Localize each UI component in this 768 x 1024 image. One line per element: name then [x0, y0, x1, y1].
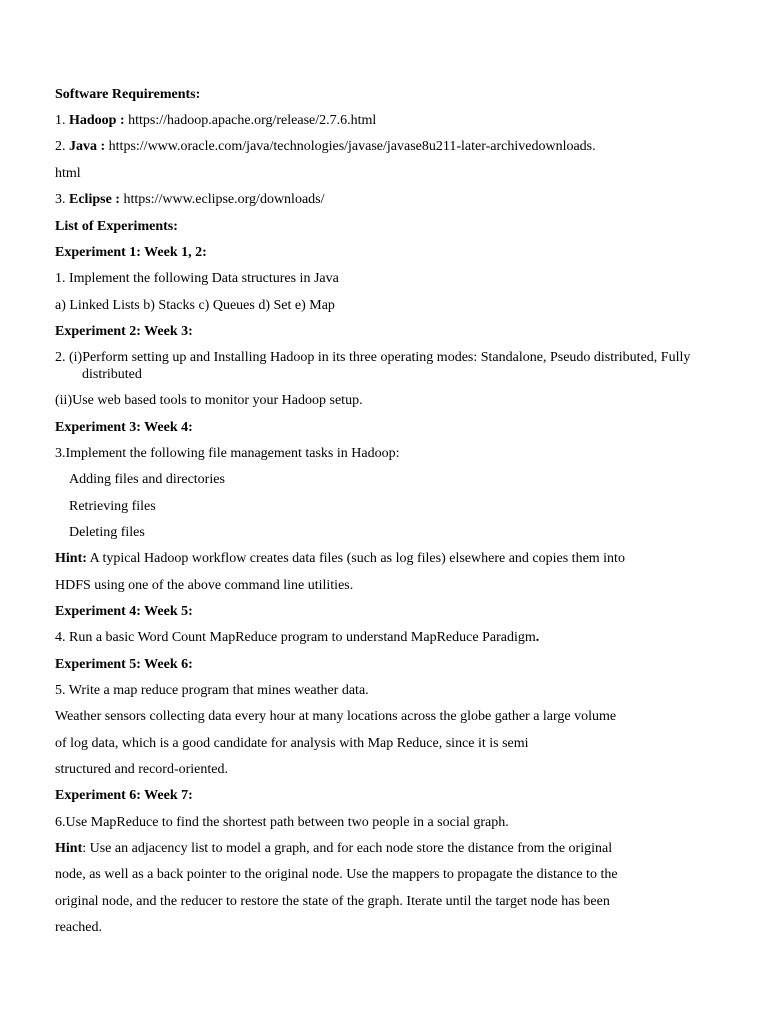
experiment-2-line-continuation: distributed: [82, 367, 142, 382]
experiment-3-task: Deleting files: [69, 525, 145, 540]
experiment-3-task: Retrieving files: [69, 499, 156, 514]
software-item-java: [55, 138, 596, 155]
experiment-5-line: 5. Write a map reduce program that mines weather data.: [55, 683, 369, 698]
experiment-3-task: Adding files and directories: [69, 472, 225, 487]
experiment-1-heading: Experiment 1: Week 1, 2:: [55, 245, 207, 260]
experiment-2-heading: Experiment 2: Week 3:: [55, 324, 193, 339]
experiment-5-line: of log data, which is a good candidate for analysis with Map Reduce, since it is semi: [55, 736, 529, 751]
software-requirements-heading: Software Requirements:: [55, 87, 201, 102]
experiment-3-line: 3.Implement the following file management tasks in Hadoop:: [55, 446, 400, 461]
experiment-6-line: 6.Use MapReduce to find the shortest path between two people in a social graph.: [55, 815, 509, 830]
experiment-6-hint: [55, 840, 612, 857]
experiment-3-hint: [55, 550, 625, 567]
item-label: Hadoop :: [69, 113, 125, 128]
item-url: https://hadoop.apache.org/release/2.7.6.html: [124, 113, 377, 128]
hint-text: : Use an adjacency list to model a graph, and for each node store the distance from the original: [82, 841, 613, 856]
experiment-5-line: structured and record-oriented.: [55, 762, 228, 777]
hint-label: Hint:: [55, 551, 87, 566]
experiment-6-heading: Experiment 6: Week 7:: [55, 788, 193, 803]
experiment-2-line: 2. (i)Perform setting up and Installing Hadoop in its three operating modes: Standalone, Pseudo distributed, Fully: [55, 350, 691, 365]
experiment-6-hint-line: original node, and the reducer to restore the state of the graph. Iterate until the target node has been: [55, 894, 610, 909]
software-item-eclipse: [55, 191, 325, 208]
experiment-4-text: 4. Run a basic Word Count MapReduce program to understand MapReduce Paradigm: [55, 630, 536, 645]
experiment-2-line: (ii)Use web based tools to monitor your Hadoop setup.: [55, 393, 363, 408]
list-of-experiments-heading: List of Experiments:: [55, 219, 178, 234]
experiment-4-period: .: [535, 630, 540, 645]
experiment-4-line: [55, 629, 539, 646]
experiment-3-heading: Experiment 3: Week 4:: [55, 420, 193, 435]
item-label: Eclipse :: [69, 192, 120, 207]
item-url: https://www.eclipse.org/downloads/: [119, 192, 325, 207]
experiment-2-paragraph: [55, 349, 712, 383]
hint-text: A typical Hadoop workflow creates data files (such as log files) elsewhere and copies them into: [86, 551, 625, 566]
item-url: https://www.oracle.com/java/technologies/javase/javase8u211-later-archivedownloads.: [105, 139, 596, 154]
item-number: 1.: [55, 113, 69, 128]
experiment-5-heading: Experiment 5: Week 6:: [55, 657, 193, 672]
item-number: 2.: [55, 139, 69, 154]
experiment-1-line: a) Linked Lists b) Stacks c) Queues d) Set e) Map: [55, 298, 335, 313]
experiment-3-hint-line: HDFS using one of the above command line utilities.: [55, 578, 354, 593]
experiment-1-line: 1. Implement the following Data structures in Java: [55, 271, 339, 286]
item-number: 3.: [55, 192, 69, 207]
experiment-6-hint-line: node, as well as a back pointer to the original node. Use the mappers to propagate the distance to the: [55, 867, 618, 882]
experiment-5-line: Weather sensors collecting data every hour at many locations across the globe gather a large volume: [55, 709, 617, 724]
software-item-java-continuation: html: [55, 166, 81, 181]
hint-label: Hint: [55, 841, 83, 856]
experiment-4-heading: Experiment 4: Week 5:: [55, 604, 193, 619]
item-label: Java :: [69, 139, 106, 154]
software-item-hadoop: [55, 112, 376, 129]
experiment-6-hint-line: reached.: [55, 920, 103, 935]
